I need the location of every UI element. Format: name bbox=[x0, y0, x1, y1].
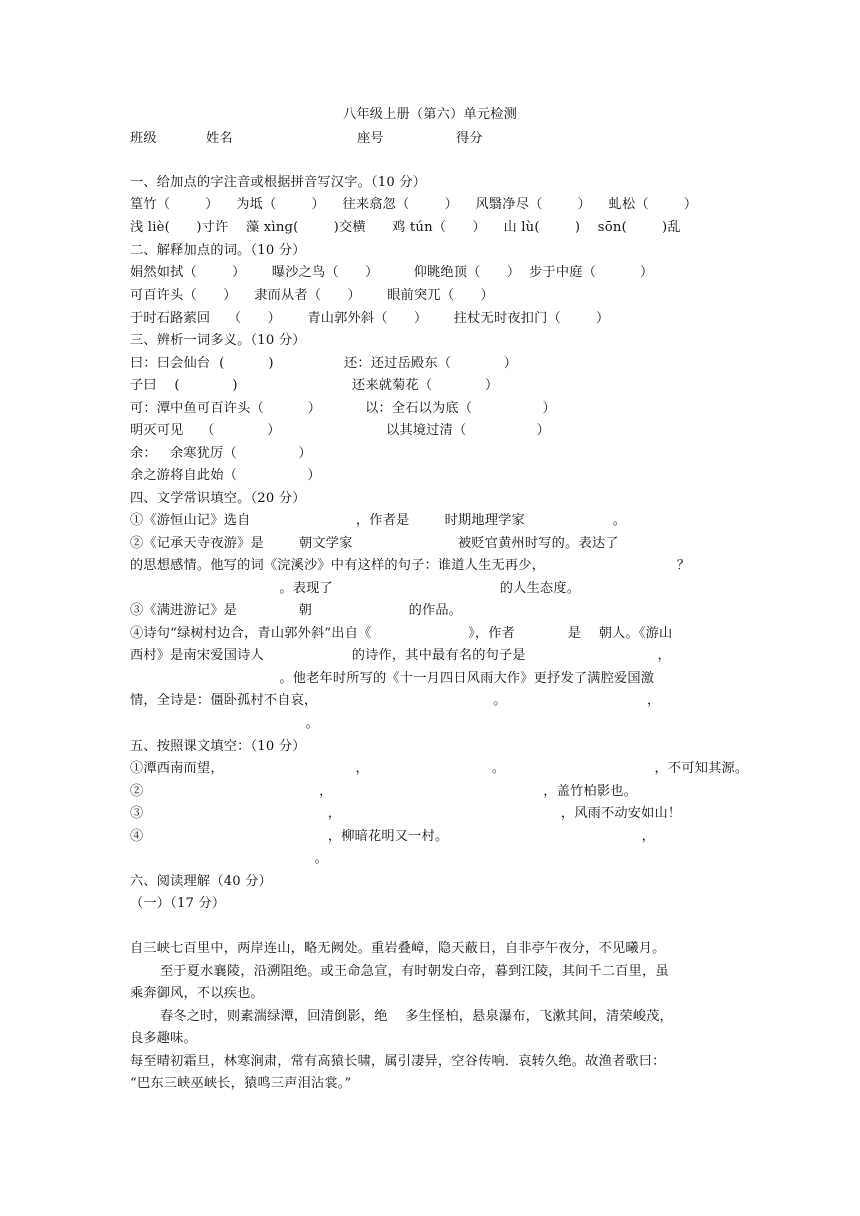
question-line: 可百许头（ ） 隶而从者（ ） 眼前突兀（ ） bbox=[130, 288, 494, 303]
question-line: ①《游恒山记》选自 ，作者是 时期地理学家 。 bbox=[130, 513, 627, 528]
question-line: 可：潭中鱼可百许头（ ） 以：全石以为底（ ） bbox=[130, 401, 556, 416]
question-line: 浅 liè( )寸许 藻 xìng( )交横 鸡 tún（ ） 山 lù( ) sōn( )乱 bbox=[130, 220, 681, 235]
passage-line: 乘奔御风，不以疾也。 bbox=[130, 986, 264, 1001]
question-line: 。 bbox=[130, 851, 328, 866]
question-line: 余之游将自此始（ ） bbox=[130, 468, 321, 483]
question-line: ①潭西南而望， ， 。 ，不可知其源。 bbox=[130, 761, 749, 776]
passage-line: 春冬之时，则素湍绿潭，回清倒影，绝 多生怪柏，悬泉瀑布，飞漱其间，清荣峻茂， bbox=[160, 1009, 673, 1024]
section-2-heading: 二、解释加点的词。（10 分） bbox=[130, 243, 306, 258]
question-line: 。表现了 的人生态度。 bbox=[130, 581, 581, 596]
section-6-heading: 六、阅读理解（40 分） bbox=[130, 874, 273, 889]
question-line: 。 bbox=[130, 716, 320, 731]
header-class-label: 班级 bbox=[130, 131, 157, 146]
question-line: 于时石路萦回 （ ） 青山郭外斜（ ） 拄杖无时夜扣门（ ） bbox=[130, 311, 610, 326]
section-3-heading: 三、辨析一词多义。（10 分） bbox=[130, 333, 306, 348]
question-line: ④诗句“绿树村边合，青山郭外斜”出自《 》，作者 是 朝人。《游山 bbox=[130, 626, 673, 641]
section-5-heading: 五、按照课文填空：（10 分） bbox=[130, 739, 306, 754]
question-line: 情，全诗是：僵卧孤村不自哀， 。 ， bbox=[130, 693, 661, 708]
section-4-heading: 四、文学常识填空。（20 分） bbox=[130, 491, 306, 506]
question-line: ③《满进游记》是 朝 的作品。 bbox=[130, 603, 463, 618]
question-line: 篁竹（ ） 为坻（ ） 往来翕忽（ ） 风翳净尽（ ） 虬松（ ） bbox=[130, 197, 698, 212]
question-line: ② ， ，盖竹柏影也。 bbox=[130, 784, 637, 799]
passage-line: 至于夏水襄陵，沿溯阻绝。或王命急宣，有时朝发白帝，暮到江陵，其间千二百里，虽 bbox=[160, 964, 669, 979]
question-line: ③ ， ，风雨不动安如山！ bbox=[130, 806, 682, 821]
question-line: 子曰 ( ) 还来就菊花（ ） bbox=[130, 378, 499, 393]
passage-line: 良多趣味。 bbox=[130, 1031, 197, 1046]
question-line: ④ ，柳暗花明又一村。 ， bbox=[130, 829, 655, 844]
passage-line: “巴东三峡巫峡长，猿鸣三声泪沾裳。” bbox=[130, 1076, 352, 1091]
question-line: 曰：曰会仙台 ( ) 还：还过岳殿东（ ） bbox=[130, 356, 518, 371]
passage-line: 每至晴初霜旦，林寒涧肃，常有高猿长啸，属引凄异，空谷传响．哀转久绝。故渔者歌曰： bbox=[130, 1054, 666, 1069]
page-title: 八年级上册（第六）单元检测 bbox=[342, 107, 518, 122]
header-name-label: 姓名 bbox=[206, 131, 233, 146]
question-line: 西村》是南宋爱国诗人 的诗作，其中最有名的句子是 ， bbox=[130, 648, 671, 663]
subsection-heading: （一）（17 分） bbox=[130, 896, 226, 911]
header-score-label: 得分 bbox=[456, 131, 483, 146]
question-line: 娟然如拭（ ） 曝沙之鸟（ ） 仰眺绝顶（ ） 步于中庭（ ） bbox=[130, 265, 654, 280]
question-line: 余： 余寒犹厉（ ） bbox=[130, 446, 312, 461]
question-line: 的思想感情。他写的词《浣溪沙》中有这样的句子：谁道人生无再少， ？ bbox=[130, 558, 691, 573]
section-1-heading: 一、给加点的字注音或根据拼音写汉字。（10 分） bbox=[130, 175, 427, 190]
question-line: ②《记承天寺夜游》是 朝文学家 被贬官黄州时写的。表达了 bbox=[130, 536, 619, 551]
passage-line: 自三峡七百里中，两岸连山，略无阙处。重岩叠嶂，隐天蔽日，自非亭午夜分，不见曦月。 bbox=[130, 941, 666, 956]
header-seat-label: 座号 bbox=[357, 131, 384, 146]
question-line: 明灭可见 （ ） 以其境过清（ ） bbox=[130, 423, 550, 438]
question-line: 。他老年时所写的《十一月四日风雨大作》更抒发了满腔爱国激 bbox=[130, 671, 655, 686]
